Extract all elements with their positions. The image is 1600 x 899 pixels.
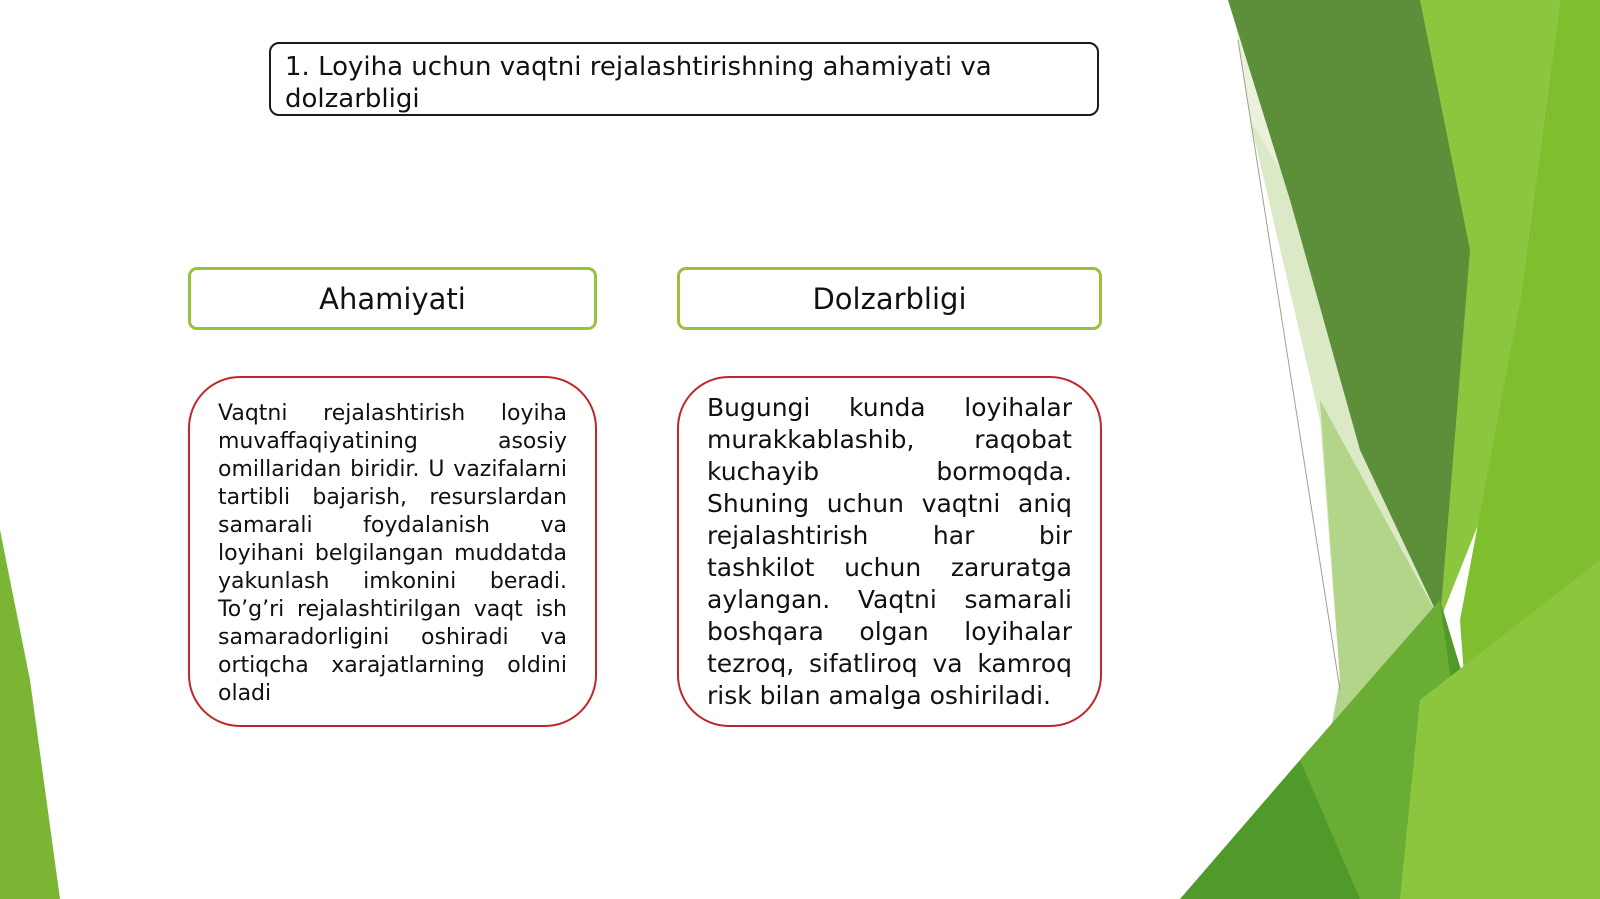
dolzarbligi-description: Bugungi kunda loyihalar murakkablashib, raqobat kuchayib bormoqda. Shuning uchun vaqtni aniq rejalashtirish har bir tashkilot uchun zaruratga aylangan. Vaqtni samarali boshqara olgan loyihalar tezroq, sifatliroq va kamroq risk bilan amalga oshiriladi. — [677, 376, 1102, 727]
ahamiyati-description: Vaqtni rejalashtirish loyiha muvaffaqiyatining asosiy omillaridan biridir. U vazifalarni tartibli bajarish, resurslardan samarali foydalanish va loyihani belgilangan muddatda yakunlash imkonini beradi. To’g’ri rejalashtirilgan vaqt ish samaradorligini oshiradi va ortiqcha xarajatlarning oldini oladi — [188, 376, 597, 727]
left-green-sliver — [0, 530, 60, 899]
heading-dolzarbligi: Dolzarbligi — [677, 267, 1102, 330]
heading-ahamiyati: Ahamiyati — [188, 267, 597, 330]
slide-title: 1. Loyiha uchun vaqtni rejalashtirishning ahamiyati va dolzarbligi — [269, 42, 1099, 116]
